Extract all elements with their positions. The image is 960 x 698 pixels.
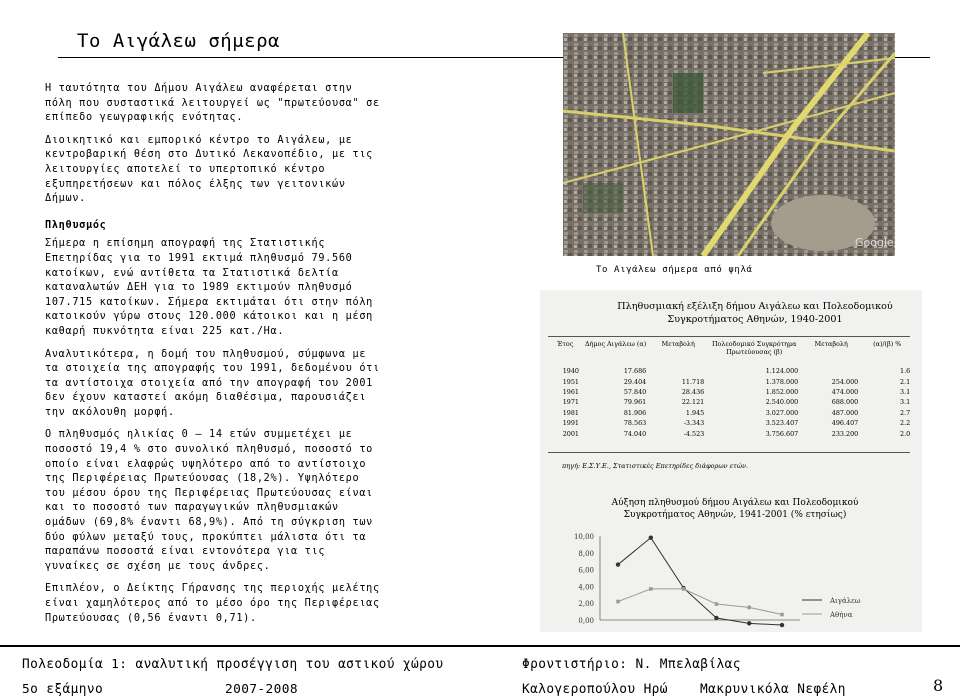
table-cell: 2.7	[900, 408, 911, 417]
table-cell: -4.523	[683, 429, 705, 438]
chart-point	[780, 613, 784, 617]
population-paragraph-3: Ο πληθυσμός ηλικίας 0 – 14 ετών συμμετέχει με ποσοστό 19,4 % στο συνολικό πληθυσμό, ποσοστό το οποίο είναι ελαφρώς υψηλότερο από το αντίστοιχο της Περιφέρειας Πρωτεύουσας (18,2%). Υψηλότερο του μέσου όρου της Περιφέρειας Πρωτεύουσας είναι και το ποσοστό των παραγωγικών πληθυσμιακών ομάδων (69,8% έναντι 68,9%). Από τη σύγκριση των δύο φύλων μεταξύ τους, προκύπτει μάλιστα ότι τα παραπάνω ποσοστά είναι εντονότερα για τις γυναίκες σε σχέση με τους άνδρες.	[45, 429, 374, 572]
population-table	[548, 340, 913, 439]
table-cell: 11.718	[681, 377, 705, 386]
table-row	[548, 428, 913, 438]
table-row	[548, 366, 913, 376]
intro-paragraph-1: Η ταυτότητα του Δήμου Αιγάλεω αναφέρεται στην πόλη που συσταστικά λειτουργεί ως "πρωτεύουσα" σε επίπεδο γεωγραφικής ενότητας.	[45, 83, 380, 124]
col-header-year: Έτος	[556, 340, 574, 348]
table-cell: 74.040	[623, 429, 647, 438]
text-column	[45, 82, 380, 634]
table-row	[548, 387, 913, 397]
chart-point	[682, 587, 686, 591]
chart-y-tick-label: 10,00	[573, 533, 594, 541]
table-cell: 3.756.607	[765, 429, 799, 438]
chart-point	[649, 535, 653, 539]
table-row	[548, 418, 913, 428]
population-heading: Πληθυσμός	[45, 219, 107, 231]
chart-point	[747, 606, 751, 610]
table-cell	[649, 366, 707, 376]
table-cell: 2.2	[900, 419, 911, 428]
table-row	[548, 408, 913, 418]
aerial-map-image	[563, 33, 895, 256]
map-caption: Το Αιγάλεω σήμερα από ψηλά	[596, 265, 753, 275]
col-header-aigaleo: Δήμος Αιγάλεω (α)	[585, 340, 647, 348]
chart-title: Αύξηση πληθυσμού δήμου Αιγάλεω και Πολεοδομικού Συγκροτήματος Αθηνών, 1941-2001 (% ετησίως)	[611, 498, 859, 520]
footer-semester: 5ο εξάμηνο	[22, 682, 104, 697]
chart-point	[649, 587, 653, 591]
chart-y-tick-label: 0,00	[578, 617, 594, 625]
chart-y-tick-label: 8,00	[578, 549, 594, 558]
table-bottom-rule	[548, 452, 910, 453]
table-cell: 254.000	[831, 377, 859, 386]
intro-paragraph-2: Διοικητικό και εμπορικό κέντρο το Αιγάλεω, με κεντροβαρική θέση στο Δυτικό Λεκανοπέδιο, με τις λειτουργίες αποτελεί το υπερτοπικό κέντρο εξυπηρετήσεων και πόλος έλξης των γειτονικών Δήμων.	[45, 134, 374, 205]
population-paragraph-1: Σήμερα η επίσημη απογραφή της Στατιστικής Επετηρίδας για το 1991 εκτιμά πληθυσμό 79.560 κατοίκων, ενώ αντίθετα τα Στατιστικά δελτία καταναλωτών ΔΕΗ για το 1989 εκτιμούν πληθυσμό 107.715 κατοίκων. Σήμερα εκτιμάται ότι στην πόλη κατοικούν γύρω στους 120.000 κάτοικοι και η μέση καθαρή πυκνότητα είναι 225 κατ./Ηα.	[45, 238, 374, 337]
chart-y-tick-label: 6,00	[578, 566, 594, 575]
scanned-table-and-chart	[540, 290, 922, 632]
table-cell: 2001	[562, 429, 579, 438]
table-cell: 233.200	[831, 429, 859, 438]
footer-course: Πολεοδομία 1: αναλυτική προσέγγιση του αστικού χώρου	[22, 657, 444, 672]
table-cell: 688.000	[831, 398, 859, 407]
table-cell: 1.852.000	[765, 387, 799, 396]
table-cell: 22.121	[681, 398, 705, 407]
table-cell: 2.0	[900, 429, 911, 438]
table-title: Πληθυσμιακή εξέλιξη δήμου Αιγάλεω και Πολεοδομικού Συγκροτήματος Αθηνών, 1940-2001	[617, 301, 893, 325]
growth-line-chart	[540, 522, 922, 632]
col-header-change-1: Μεταβολή	[661, 340, 695, 348]
table-cell: 2.540.000	[765, 398, 799, 407]
table-row	[548, 397, 913, 407]
chart-series-line	[618, 589, 782, 615]
col-header-change-2: Μεταβολή	[814, 340, 848, 348]
chart-point	[780, 623, 784, 627]
footer-author-2: Μακρυνικόλα Νεφέλη	[700, 682, 846, 697]
footer-divider	[0, 645, 960, 647]
table-cell: 1951	[562, 377, 579, 386]
table-cell: 57.840	[623, 387, 647, 396]
col-header-athens: Πολεοδομικό Συγκρότημα Πρωτεύουσας (β)	[711, 340, 797, 356]
table-cell: 1.378.000	[765, 377, 799, 386]
table-row	[548, 376, 913, 386]
footer-tutorial: Φροντιστήριο: Ν. Μπελαβίλας	[522, 657, 741, 672]
population-paragraph-2: Αναλυτικότερα, η δομή του πληθυσμού, σύμφωνα με τα στοιχεία της απογραφής του 1991, δεδομένου ότι τα αντίστοιχα στοιχεία από την απογραφή του 2001 δεν έχουν καταστεί ακόμη διαθέσιμα, παρουσιάζει την ακόλουθη μορφή.	[45, 348, 380, 418]
table-cell: 487.000	[831, 408, 859, 417]
chart-legend-label: Αιγάλεω	[830, 597, 861, 605]
table-source: πηγή: Ε.Σ.Υ.Ε., Στατιστικές Επετηρίδες διάφορων ετών.	[562, 462, 749, 470]
footer-author-1: Καλογεροπούλου Ηρώ	[522, 682, 668, 697]
chart-legend-label: Αθήνα	[830, 611, 853, 619]
table-cell: 1.124.000	[765, 367, 799, 376]
table-cell: 1981	[562, 408, 579, 417]
table-cell: 1940	[562, 367, 579, 376]
col-header-ratio: (α)/(β) %	[873, 340, 902, 348]
chart-point	[616, 600, 620, 604]
table-cell: 28.436	[681, 387, 705, 396]
population-paragraph-4: Επιπλέον, ο Δείκτης Γήρανσης της περιοχής μελέτης είναι χαμηλότερος από το μέσο όρο της Περιφέρειας Πρωτεύουσας (0,56 έναντι 0,71).	[45, 583, 380, 624]
chart-point	[714, 616, 718, 620]
chart-y-tick-label: 4,00	[578, 583, 594, 592]
table-cell: 496.407	[831, 419, 859, 428]
table-cell: 3.027.000	[765, 408, 799, 417]
chart-point	[616, 562, 620, 566]
table-cell: 17.686	[623, 367, 647, 376]
table-cell: 1991	[562, 419, 579, 428]
table-cell	[801, 366, 861, 376]
table-cell: 29.404	[623, 377, 647, 386]
table-cell: 3.523.407	[765, 419, 799, 428]
chart-point	[715, 602, 719, 606]
table-cell: 3.1	[900, 387, 911, 396]
table-cell: 79.961	[623, 398, 647, 407]
table-cell: 78.563	[623, 419, 647, 428]
footer-year: 2007-2008	[225, 682, 298, 697]
google-watermark: Google	[855, 236, 894, 249]
table-cell: 2.1	[900, 377, 911, 386]
table-cell: 3.1	[900, 398, 911, 407]
table-cell: -3.343	[683, 419, 705, 428]
chart-series-line	[618, 538, 782, 625]
table-top-rule	[548, 336, 910, 337]
table-cell: 1971	[562, 398, 579, 407]
table-cell: 81.906	[623, 408, 647, 417]
page-title: Το Αιγάλεω σήμερα	[77, 30, 280, 52]
chart-point	[747, 621, 751, 625]
table-cell: 474.000	[831, 387, 859, 396]
table-cell: 1961	[562, 387, 579, 396]
chart-y-tick-label: 2,00	[578, 600, 594, 609]
page-number: 8	[933, 676, 944, 695]
table-cell: 1.945	[685, 408, 705, 417]
table-cell: 1.6	[900, 367, 911, 376]
